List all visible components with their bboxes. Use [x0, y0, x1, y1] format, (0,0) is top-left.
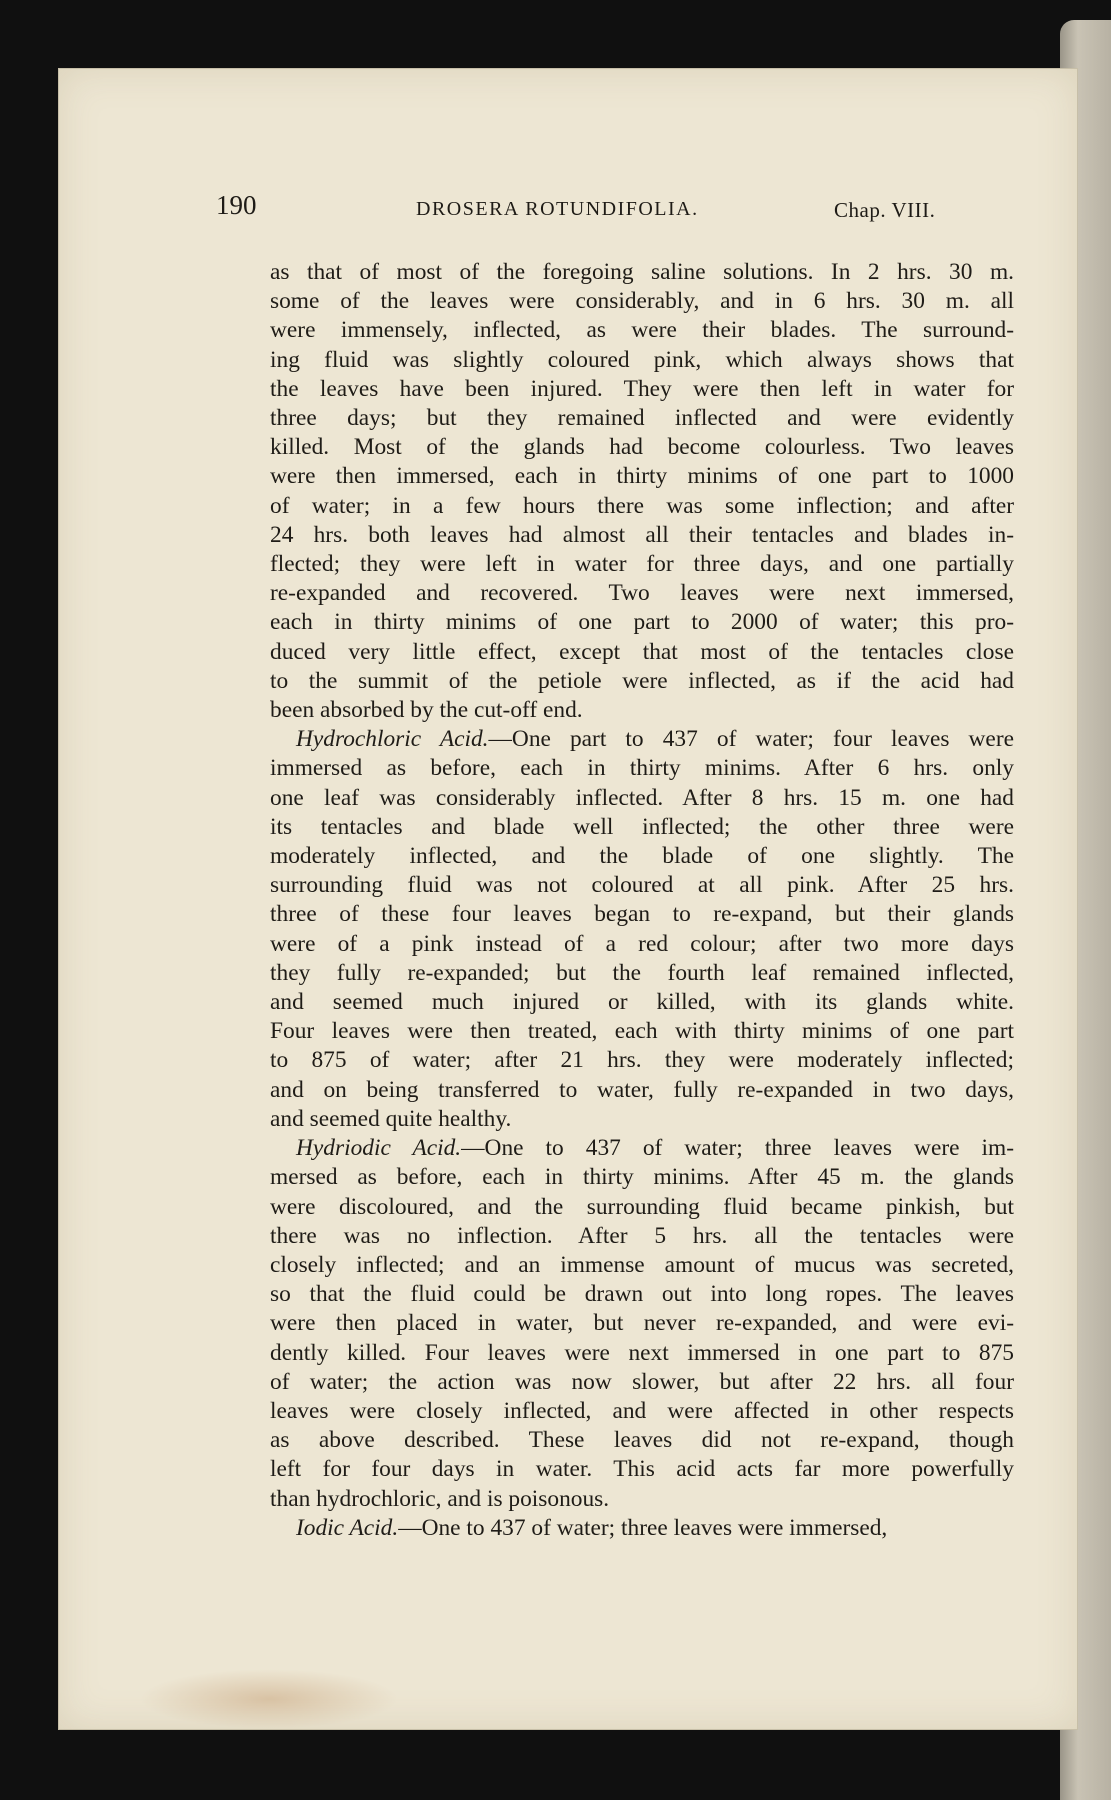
text-line — [270, 1046, 1014, 1075]
text-line — [270, 1076, 1014, 1105]
text-line — [270, 813, 1014, 842]
line-text: immersed as before, each in thirty minims. After 6 hrs. only — [270, 755, 1014, 782]
line-text: some of the leaves were considerably, and in 6 hrs. 30 m. all — [270, 288, 1014, 315]
text-line — [270, 1455, 1014, 1484]
text-line — [270, 871, 1014, 900]
line-text: three days; but they remained inflected and were evidently — [270, 405, 1014, 432]
text-line — [270, 404, 1014, 433]
line-text: dently killed. Four leaves were next immersed in one part to 875 — [270, 1339, 1014, 1366]
text-line — [270, 462, 1014, 491]
section-heading: Iodic Acid. — [296, 1514, 399, 1541]
text-line — [270, 608, 1014, 637]
line-text: they fully re-expanded; but the fourth leaf remained inflected, — [270, 959, 1014, 986]
text-line — [270, 316, 1014, 345]
line-text: moderately inflected, and the blade of one slightly. The — [270, 843, 1014, 870]
text-line — [270, 1134, 1014, 1163]
text-line — [270, 959, 1014, 988]
line-text: as above described. These leaves did not re-expand, though — [270, 1427, 1014, 1454]
line-text: and on being transferred to water, fully re-expanded in two days, — [270, 1076, 1014, 1103]
paragraph — [270, 1134, 1014, 1514]
chapter-label: Chap. VIII. — [834, 198, 936, 222]
line-text: as that of most of the foregoing saline solutions. In 2 hrs. 30 m. — [270, 259, 1014, 285]
line-text: were immensely, inflected, as were their blades. The surround- — [270, 317, 1014, 344]
line-text: been absorbed by the cut-off end. — [270, 697, 583, 724]
text-line — [270, 492, 1014, 521]
line-text: 24 hrs. both leaves had almost all their tentacles and blades in- — [270, 521, 1014, 548]
section-heading: Hydrochloric Acid. — [296, 726, 489, 753]
text-line — [270, 1280, 1014, 1309]
line-text: than hydrochloric, and is poisonous. — [270, 1485, 610, 1512]
text-line — [270, 1397, 1014, 1426]
line-text: killed. Most of the glands had become colourless. Two leaves — [270, 434, 1014, 461]
text-line — [270, 638, 1014, 667]
line-text: its tentacles and blade well inflected; the other three were — [270, 813, 1014, 840]
running-title: DROSERA ROTUNDIFOLIA. — [416, 198, 699, 220]
paragraph — [270, 1514, 1014, 1543]
line-text: each in thirty minims of one part to 2000 of water; this pro- — [270, 609, 1014, 636]
line-text: closely inflected; and an immense amount of mucus was secreted, — [270, 1251, 1014, 1278]
line-text: three of these four leaves began to re-expand, but their glands — [270, 901, 1014, 928]
text-line — [270, 1163, 1014, 1192]
line-text: duced very little effect, except that most of the tentacles close — [270, 638, 1014, 665]
text-line — [270, 258, 1014, 287]
line-text: were then placed in water, but never re-expanded, and were evi- — [270, 1310, 1014, 1337]
text-line — [270, 1222, 1014, 1251]
text-line — [270, 579, 1014, 608]
line-text: the leaves have been injured. They were then left in water for — [270, 375, 1014, 402]
line-text: there was no inflection. After 5 hrs. all the tentacles were — [270, 1222, 1014, 1249]
line-text: mersed as before, each in thirty minims. After 45 m. the glands — [270, 1164, 1014, 1191]
line-text: to 875 of water; after 21 hrs. they were moderately inflected; — [270, 1047, 1014, 1074]
text-line — [270, 1426, 1014, 1455]
line-text: one leaf was considerably inflected. After 8 hrs. 15 m. one had — [270, 784, 1014, 811]
text-line — [270, 1309, 1014, 1338]
section-heading: Hydriodic Acid. — [296, 1135, 462, 1162]
line-text: —One to 437 of water; three leaves were immersed, — [398, 1514, 888, 1541]
text-line — [270, 1105, 1014, 1134]
line-text: surrounding fluid was not coloured at all pink. After 25 hrs. — [270, 872, 1014, 899]
line-text: were discoloured, and the surrounding fluid became pinkish, but — [270, 1193, 1014, 1220]
text-line — [270, 842, 1014, 871]
line-text: of water; the action was now slower, but after 22 hrs. all four — [270, 1368, 1014, 1395]
line-text: to the summit of the petiole were inflected, as if the acid had — [270, 667, 1014, 694]
text-line — [270, 696, 1014, 725]
text-line — [270, 900, 1014, 929]
text-line — [270, 988, 1014, 1017]
text-line — [270, 784, 1014, 813]
text-line — [270, 725, 1014, 754]
line-text: left for four days in water. This acid acts far more powerfully — [270, 1456, 1014, 1483]
text-line — [270, 1514, 1014, 1543]
line-text: —One to 437 of water; three leaves were im- — [461, 1135, 1014, 1162]
line-text: were of a pink instead of a red colour; after two more days — [270, 930, 1014, 957]
paragraph — [270, 258, 1014, 725]
body-text — [270, 258, 1014, 1543]
line-text: leaves were closely inflected, and were affected in other respects — [270, 1397, 1014, 1424]
line-text: were then immersed, each in thirty minims of one part to 1000 — [270, 463, 1014, 490]
text-line — [270, 550, 1014, 579]
line-text: —One part to 437 of water; four leaves were — [488, 726, 1014, 753]
line-text: of water; in a few hours there was some inflection; and after — [270, 492, 1014, 519]
line-text: re-expanded and recovered. Two leaves were next immersed, — [270, 580, 1014, 607]
text-line — [270, 667, 1014, 696]
line-text: and seemed quite healthy. — [270, 1105, 512, 1132]
running-head — [216, 190, 1016, 230]
line-text: flected; they were left in water for three days, and one partially — [270, 551, 1014, 578]
line-text: so that the fluid could be drawn out into long ropes. The leaves — [270, 1281, 1014, 1308]
text-line — [270, 1339, 1014, 1368]
text-line — [270, 521, 1014, 550]
page-number: 190 — [216, 190, 257, 220]
line-text: and seemed much injured or killed, with its glands white. — [270, 989, 1014, 1016]
text-line — [270, 375, 1014, 404]
text-line — [270, 287, 1014, 316]
text-line — [270, 433, 1014, 462]
text-line — [270, 930, 1014, 959]
line-text: ing fluid was slightly coloured pink, which always shows that — [270, 346, 1014, 373]
text-line — [270, 1251, 1014, 1280]
text-line — [270, 346, 1014, 375]
foxing-stain — [139, 1669, 399, 1729]
text-line — [270, 1368, 1014, 1397]
text-line — [270, 1485, 1014, 1514]
line-text: Four leaves were then treated, each with thirty minims of one part — [270, 1018, 1014, 1045]
paragraph — [270, 725, 1014, 1134]
text-line — [270, 1193, 1014, 1222]
text-line — [270, 754, 1014, 783]
text-line — [270, 1017, 1014, 1046]
